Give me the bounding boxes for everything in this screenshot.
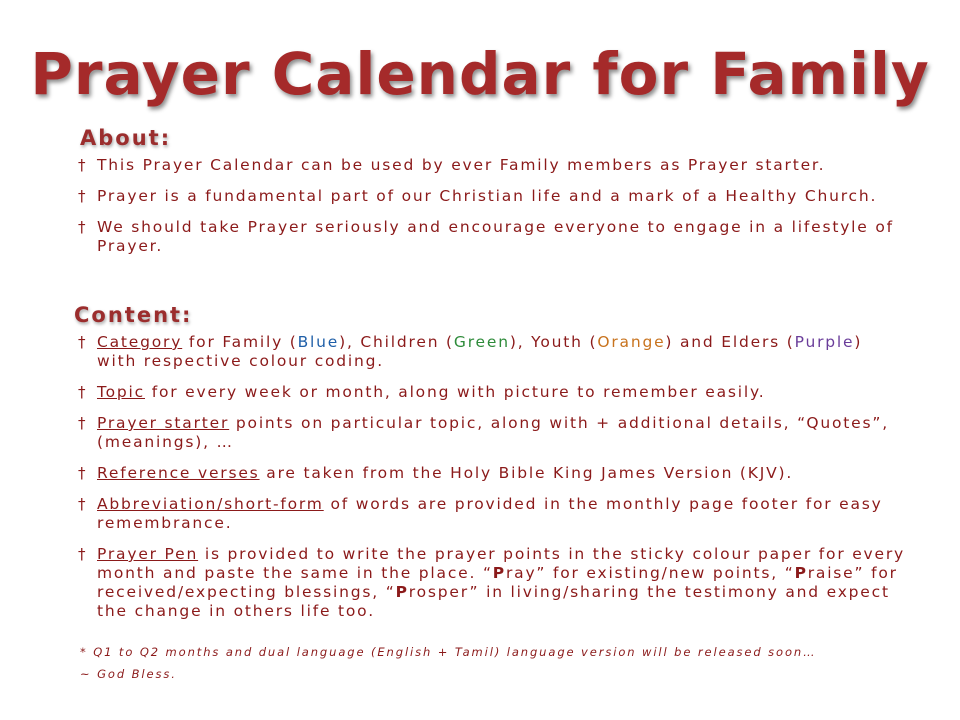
list-item: † Prayer starter points on particular topic, along with + additional details, “Quotes”, (meanings), …: [78, 414, 889, 451]
color-green: Green: [453, 333, 510, 351]
dagger-bullet-icon: †: [78, 414, 88, 432]
list-item: † We should take Prayer seriously and encourage everyone to engage in a lifestyle of Prayer.: [78, 218, 894, 255]
list-item: † Abbreviation/short-form of words are provided in the monthly page footer for easy remembrance.: [78, 495, 883, 532]
color-orange: Orange: [597, 333, 666, 351]
release-footnote: * Q1 to Q2 months and dual language (English + Tamil) language version will be released soon…: [80, 645, 817, 659]
list-item: † This Prayer Calendar can be used by ever Family members as Prayer starter.: [78, 156, 826, 174]
dagger-bullet-icon: †: [78, 495, 88, 513]
list-item: † Prayer is a fundamental part of our Christian life and a mark of a Healthy Church.: [78, 187, 878, 205]
color-blue: Blue: [297, 333, 340, 351]
color-purple: Purple: [794, 333, 855, 351]
prayer-starter-label: Prayer starter: [97, 414, 230, 432]
list-item: † Category for Family (Blue), Children (Green), Youth (Orange) and Elders (Purple) with respective colour coding.: [78, 333, 863, 370]
list-item: † Topic for every week or month, along with picture to remember easily.: [78, 383, 766, 401]
list-item: † Prayer Pen is provided to write the prayer points in the sticky colour paper for every month and paste the same in the place. “Pray” for existing/new points, “Praise” for received/expecting blessings, “Prosper” in living/sharing the testimony and expect the change in others life too.: [78, 545, 906, 620]
dagger-bullet-icon: †: [78, 218, 88, 236]
topic-label: Topic: [97, 383, 145, 401]
about-list: [78, 156, 908, 268]
dagger-bullet-icon: †: [78, 187, 88, 205]
dagger-bullet-icon: †: [78, 383, 88, 401]
category-label: Category: [97, 333, 183, 351]
dagger-bullet-icon: †: [78, 333, 88, 351]
list-item: † Reference verses are taken from the Holy Bible King James Version (KJV).: [78, 464, 794, 482]
blessing-footnote: ~ God Bless.: [80, 667, 177, 681]
abbreviation-label: Abbreviation/short-form: [97, 495, 324, 513]
dagger-bullet-icon: †: [78, 156, 88, 174]
dagger-bullet-icon: †: [78, 545, 88, 563]
page-title: Prayer Calendar for Family: [30, 40, 930, 108]
prayer-pen-label: Prayer Pen: [97, 545, 199, 563]
content-list: [78, 333, 908, 633]
dagger-bullet-icon: †: [78, 464, 88, 482]
content-heading: Content:: [74, 303, 193, 327]
about-heading: About:: [80, 126, 172, 150]
reference-verses-label: Reference verses: [97, 464, 260, 482]
